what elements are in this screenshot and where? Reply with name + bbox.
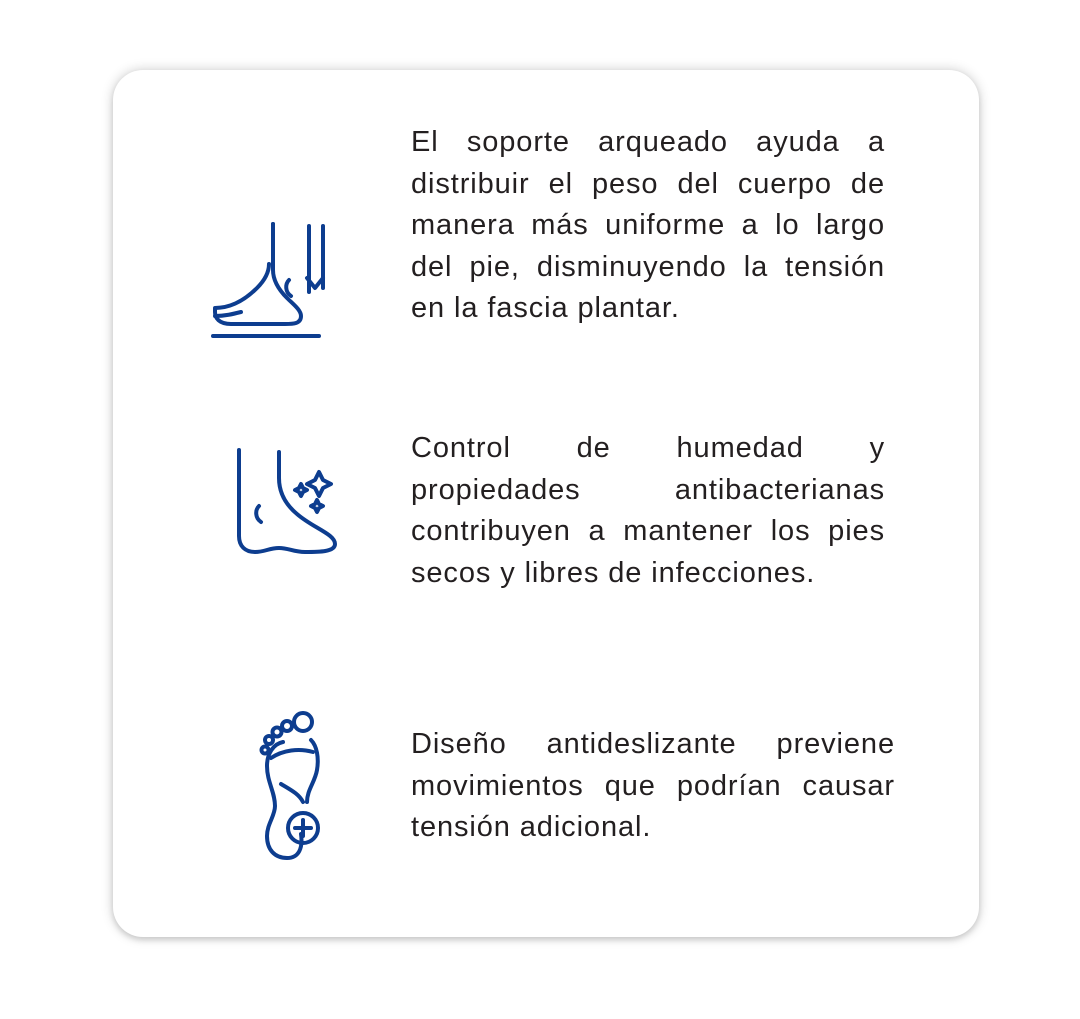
feature-description: Diseño antideslizante previene movimientos que podrían causar tensión adicional. xyxy=(411,728,895,843)
foot-arch-support-icon xyxy=(211,220,323,338)
features-card xyxy=(113,70,979,937)
feature-description: El soporte arqueado ayuda a distribuir el peso del cuerpo de manera más uniforme a lo largo del pie, disminuyendo la tensión en la fascia plantar. xyxy=(411,126,885,324)
foot-fresh-sparkle-icon xyxy=(235,448,339,554)
foot-sole-plus-icon xyxy=(253,710,325,862)
feature-description: Control de humedad y propiedades antibacterianas contribuyen a mantener los pies secos y libres de infecciones. xyxy=(411,432,885,589)
